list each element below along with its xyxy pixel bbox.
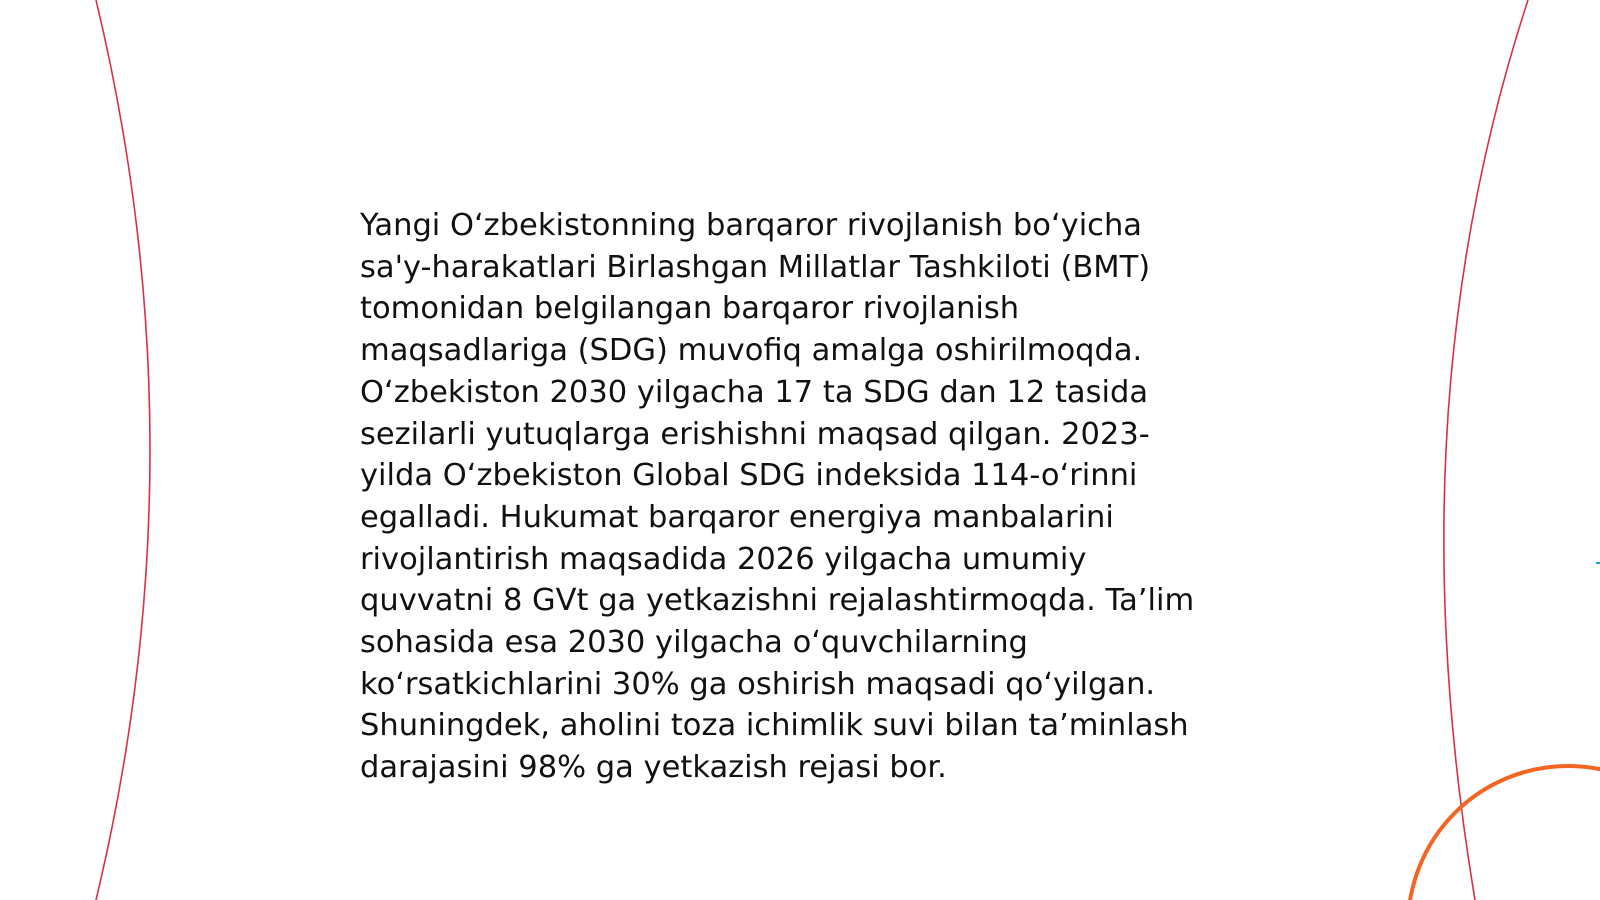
orange-arc: [1408, 766, 1600, 900]
slide-body-text: Yangi O‘zbekistonning barqaror rivojlanish bo‘yicha sa'y-harakatlari Birlashgan Millatlar Tashkiloti (BMT) tomonidan belgilangan barqaror rivojlanish maqsadlariga (SDG) muvofiq amalga oshirilmoqda. O‘zbekiston 2030 yilgacha 17 ta SDG dan 12 tasida sezilarli yutuqlarga erishishni maqsad qilgan. 2023- yilda O‘zbekiston Global SDG indeksida 114-o‘rinni egalladi. Hukumat barqaror energiya manbalarini rivojlantirish maqsadida 2026 yilgacha umumiy quvvatni 8 GVt ga yetkazishni rejalashtirmoqda. Ta’lim sohasida esa 2030 yilgacha o‘quvchilarning ko‘rsatkichlarini 30% ga oshirish maqsadi qo‘yilgan. Shuningdek, aholini toza ichimlik suvi bilan ta’minlash darajasini 98% ga yetkazish rejasi bor.: [360, 208, 1195, 786]
right-curve: [1444, 0, 1528, 900]
left-curve: [96, 0, 150, 900]
